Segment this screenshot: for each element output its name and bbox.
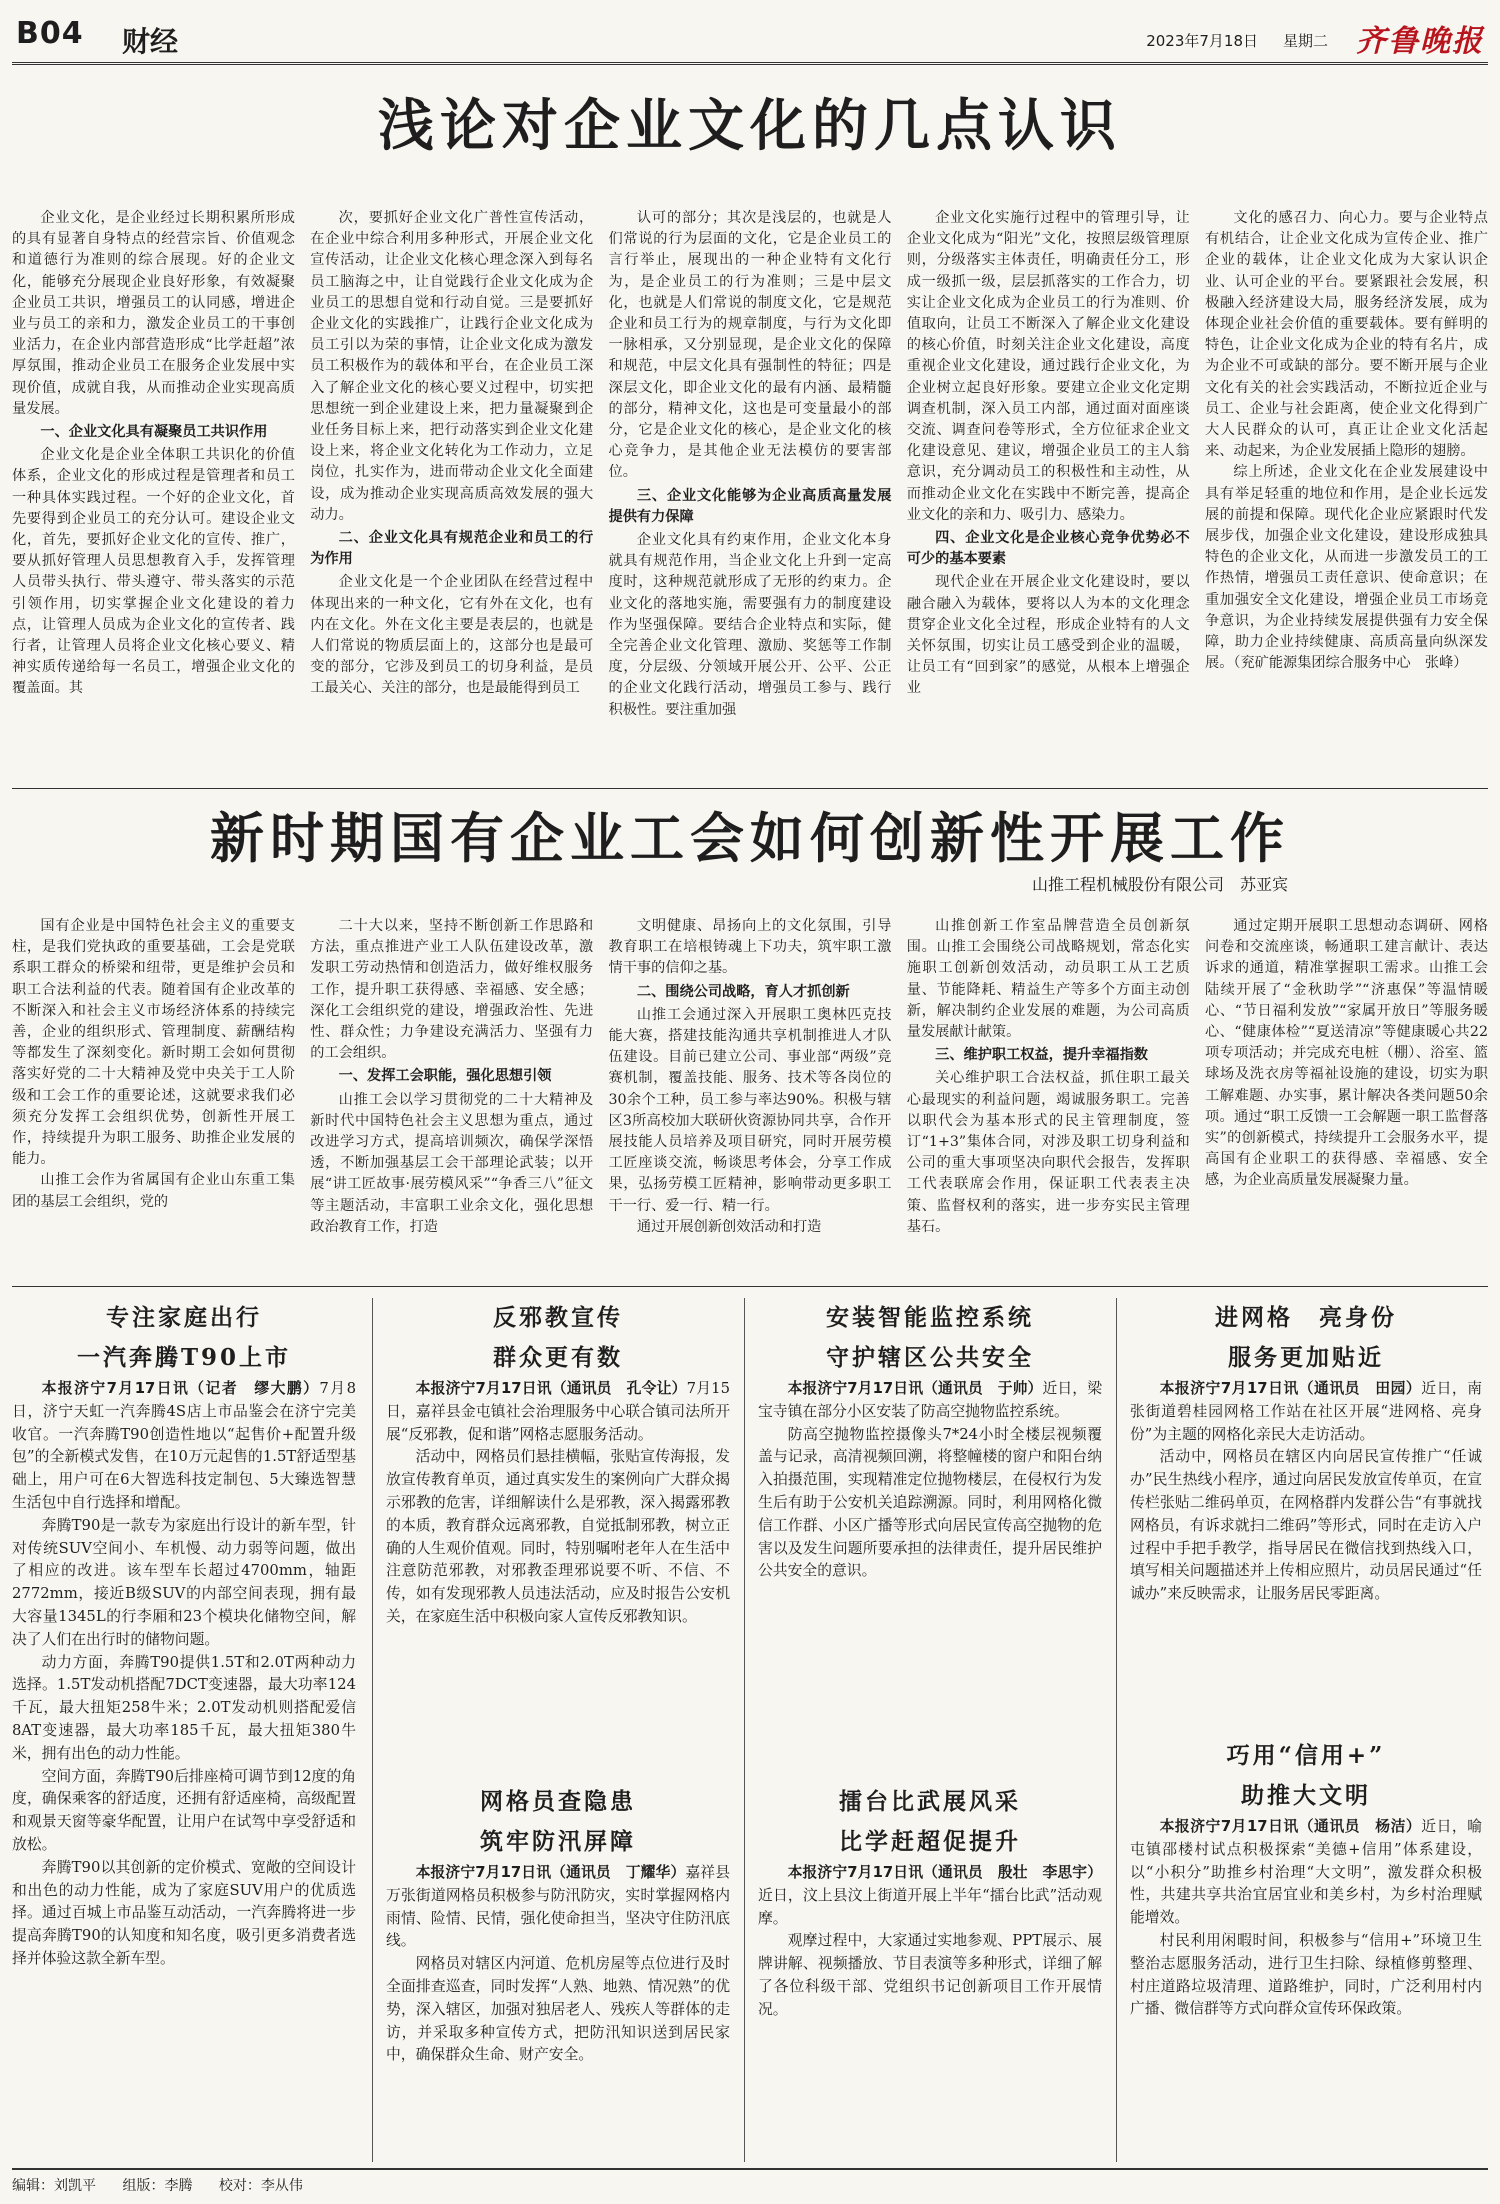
story-text: 近日，喻屯镇邵楼村试点积极探索“美德+信用”体系建设，以“小积分”助推乡村治理“大文明”，激发群众积极性，共建共享共治宜居宜业和美乡村，为乡村治理赋能增效。 xyxy=(1130,1818,1482,1927)
paragraph: 山推工会以学习贯彻党的二十大精神及新时代中国特色社会主义思想为重点，通过改进学习方式，提高培训频次，确保学深悟透，不断加强基层工会干部理论武装；以开展“讲工匠故事·展劳模风采”“争香三八”征文等主题活动，丰富职工业余文化，强化思想政治教育工作，打造 xyxy=(310,1091,594,1235)
issue-weekday: 星期二 xyxy=(1282,32,1328,50)
story-paragraph xyxy=(12,1515,356,1652)
paragraph: 文化的感召力、向心力。要与企业特点有机结合，让企业文化成为宣传企业、推广企业的载体，让企业文化成为大家认识企业、认可企业的平台。要紧跟社会发展，积极融入经济建设大局，服务经济发展，成为体现企业社会价值的重要载体。要有鲜明的特色，让企业文化成为企业的特有名片，成为企业不可或缺的部分。要不断开展与企业文化有关的社会实践活动，不断拉近企业与员工、企业与社会距离，使企业文化得到广大人民群众的认可，真正让企业文化活起来、动起来，为企业发展插上隐形的翅膀。 xyxy=(1205,210,1488,460)
story-text: 网格员对辖区内河道、危机房屋等点位进行及时全面排查巡查，同时发挥“人熟、地熟、情况熟”的优势，深入辖区，加强对独居老人、残疾人等群体的走访，并采取多种宣传方式，把防汛知识送到居民家中，确保群众生命、财产安全。 xyxy=(386,1955,730,2064)
story-dateline: 本报济宁7月17日讯（通讯员 杨洁） xyxy=(1159,1818,1422,1835)
section-heading: 三、维护职工权益，提升幸福指数 xyxy=(935,1047,1148,1064)
layout-credit: 组版：李腾 xyxy=(122,2178,193,2194)
story-dateline: 本报济宁7月17日讯（通讯员 于帅） xyxy=(787,1380,1043,1397)
story-title-line: 群众更有数 xyxy=(493,1344,623,1371)
section-heading: 一、企业文化具有凝聚员工共识作用 xyxy=(40,424,268,441)
article1-column xyxy=(1205,208,1488,784)
section-heading: 一、发挥工会职能，强化思想引领 xyxy=(338,1068,552,1085)
story-title-line: 网格员查隐患 xyxy=(480,1788,636,1815)
story-title-line: 反邪教宣传 xyxy=(493,1304,623,1331)
story-body xyxy=(1130,1816,1482,2021)
story-title-line: 比学赶超促提升 xyxy=(839,1828,1021,1855)
story-title-line: 筑牢防汛屏障 xyxy=(480,1828,636,1855)
news-story xyxy=(1130,1736,1482,2160)
story-title-line: 专注家庭出行 xyxy=(106,1304,262,1331)
paragraph: 通过开展创新创效活动和打造 xyxy=(636,1218,822,1235)
column-divider xyxy=(372,1298,373,2162)
story-text: 奔腾T90以其创新的定价模式、宽敞的空间设计和出色的动力性能，成为了家庭SUV用户的优质选择。通过百城上市品鉴互动活动，一汽奔腾将进一步提高奔腾T90的认知度和知名度，吸引更多消费者选择并体验这款全新车型。 xyxy=(12,1858,356,1967)
column-divider xyxy=(744,1298,745,2162)
story-body xyxy=(386,1862,730,2067)
story-text: 防高空抛物监控摄像头7*24小时全楼层视频覆盖与记录，高清视频回溯，将整幢楼的窗户和阳台纳入拍摄范围，实现精准定位抛物楼层，在侵权行为发生后有助于公安机关追踪溯源。同时，利用网格化微信工作群、小区广播等形式向居民宣传高空抛物的危害以及发生问题所要承担的法律责任，提升居民维护公共安全的意识。 xyxy=(758,1425,1102,1580)
story-title-line: 擂台比武展风采 xyxy=(839,1788,1021,1815)
story-text: 村民利用闲暇时间，积极参与“信用+”环境卫生整治志愿服务活动，进行卫生扫除、绿植修剪整理、村庄道路垃圾清理、道路维护，同时，广泛利用村内广播、微信群等方式向群众宣传环保政策。 xyxy=(1130,1931,1482,2018)
news-story xyxy=(12,1298,356,2158)
story-text: 近日，梁宝寺镇在部分小区安装了防高空抛物监控系统。 xyxy=(758,1380,1102,1420)
paragraph: 认可的部分；其次是浅层的，也就是人们常说的行为层面的文化，它是企业员工的言行举止，展现出的一种企业特有文化行为，是企业员工的行为准则；三是中层文化，也就是人们常说的制度文化，它是规范企业和员工行为的规章制度，与行为文化即一脉相承，又分别显现，是企业文化的保障和规范，中层文化具有强制性的特征；四是深层文化，即企业文化的最有内涵、最精髓的部分，精神文化，这也是可变量最小的部分，它是企业文化的核心，是企业文化的核心竞争力，是其他企业无法模仿的要害部位。 xyxy=(608,210,892,481)
news-story xyxy=(386,1298,730,1778)
article1-column xyxy=(907,208,1190,784)
news-story xyxy=(386,1782,730,2162)
editor-credit: 编辑：刘凯平 xyxy=(12,2178,96,2194)
paragraph: 山推工会作为省属国有企业山东重工集团的基层工会组织，党的 xyxy=(12,1172,295,1210)
story-text: 嘉祥县万张街道网格员积极参与防汛防灾，实时掌握网格内雨情、险情、民情，强化使命担当，坚决守住防汛底线。 xyxy=(386,1864,730,1950)
story-paragraph xyxy=(758,1424,1102,1584)
story-paragraph xyxy=(1130,1930,1482,2021)
news-story xyxy=(758,1298,1102,1778)
paragraph: 企业文化是企业全体职工共识化的价值体系，企业文化的形成过程是管理者和员工一种具体实践过程。一个好的企业文化，首先要得到企业员工的充分认可。建设企业文化，首先，要抓好企业文化的宣传、推广，要从抓好管理人员思想教育入手，发挥管理人员带头执行、带头遵守、带头落实的示范引领作用，切实掌握企业文化建设的着力点，让管理人员成为企业文化的宣传者、践行者，让管理人员将企业文化核心要义、精神实质传递给每一名员工，增强企业文化的覆盖面。其 xyxy=(12,447,295,697)
story-title xyxy=(386,1782,730,1862)
story-title-line: 一汽奔腾T90上市 xyxy=(76,1344,292,1371)
news-column-1 xyxy=(12,1298,356,2162)
story-text: 近日，汶上县汶上街道开展上半年“擂台比武”活动观摩。 xyxy=(758,1886,1102,1927)
section-name: 财经 xyxy=(122,25,179,58)
story-paragraph xyxy=(386,1446,730,1628)
story-title xyxy=(386,1298,730,1378)
story-text: 奔腾T90是一款专为家庭出行设计的新车型，针对传统SUV空间小、车机慢、动力弱等问题，做出了相应的改进。该车型车长超过4700mm，轴距2772mm，接近B级SUV的内部空间表现，拥有最大容量1345L的行李厢和23个模块化储物空间，解决了人们在出行时的储物问题。 xyxy=(12,1516,356,1648)
news-column-4 xyxy=(1130,1298,1482,2160)
story-text: 活动中，网格员们悬挂横幅，张贴宣传海报，发放宣传教育单页，通过真实发生的案例向广大群众揭示邪教的危害，详细解读什么是邪教，深入揭露邪教的本质，教育群众远离邪教，自觉抵制邪教，树立正确的人生观价值观。同时，特别嘱咐老年人在生活中注意防范邪教，对邪教歪理邪说要不听、不信、不传，如有发现邪教人员违法活动，应及时报告公安机关，在家庭生活中积极向家人宣传反邪教知识。 xyxy=(386,1448,730,1625)
news-column-2 xyxy=(386,1298,730,2162)
article2-column xyxy=(12,916,295,1274)
article2-column xyxy=(1205,916,1488,1274)
newspaper-page xyxy=(12,10,1488,2194)
story-paragraph xyxy=(12,1652,356,1766)
story-text: 7月8日，济宁天虹一汽奔腾4S店上市品鉴会在济宁完美收官。一汽奔腾T90创造性地以“起售价+配置升级包”的全新模式发售，在10万元起售的1.5T舒适型基础上，用户可在6大智选科技定制包、5大臻选智慧生活包中自行选择和增配。 xyxy=(12,1380,356,1511)
news-story xyxy=(758,1782,1102,2162)
story-paragraph xyxy=(1130,1446,1482,1606)
story-paragraph xyxy=(386,1862,730,1953)
article2-byline: 山推工程机械股份有限公司 苏亚宾 xyxy=(1031,875,1288,894)
story-title xyxy=(758,1782,1102,1862)
article2-title: 新时期国有企业工会如何创新性开展工作 xyxy=(210,806,1290,870)
story-paragraph xyxy=(758,1862,1102,1930)
paragraph: 企业文化，是企业经过长期积累所形成的具有显著自身特点的经营宗旨、价值观念和道德行为准则的综合展现。好的企业文化，能够充分展现企业良好形象，有效凝聚企业员工共识，增强员工的认同感，增进企业与员工的亲和力，激发企业员工的干事创业活力，在企业内部营造形成“比学赶超”浓厚氛围，推动企业员工在服务企业发展中实现价值，成就自我，从而推动企业实现高质量发展。 xyxy=(12,210,295,417)
divider xyxy=(12,1286,1488,1287)
story-dateline: 本报济宁7月17日讯（记者 缪大鹏） xyxy=(41,1380,320,1397)
story-dateline: 本报济宁7月17日讯（通讯员 丁耀华） xyxy=(415,1864,686,1881)
article1-body xyxy=(12,208,1488,784)
story-title xyxy=(1130,1736,1482,1816)
story-dateline: 本报济宁7月17日讯（通讯员 孔令让） xyxy=(415,1380,687,1397)
paragraph: 综上所述，企业文化在企业发展建设中具有举足轻重的地位和作用，是企业长远发展的前提和保障。现代化企业应紧跟时代发展步伐，加强企业文化建设，建设形成独具特色的企业文化，从而进一步激发员工的工作热情，增强员工责任意识、使命意识；在重加强安全文化建设，增强企业员工市场竞争意识，为企业持续发展提供强有力安全保障，助力企业持续健康、高质高量向纵深发展。（兖矿能源集团综合服务中心 张峰） xyxy=(1205,464,1488,672)
story-title-line: 安装智能监控系统 xyxy=(826,1304,1034,1331)
divider xyxy=(12,788,1488,789)
proof-credit: 校对：李从伟 xyxy=(218,2178,303,2194)
article2-body xyxy=(12,916,1488,1274)
paragraph: 现代企业在开展企业文化建设时，要以融合融入为载体，要将以人为本的文化理念贯穿企业文化全过程，形成企业特有的人文关怀氛围，切实让员工感受到企业的温暖，让员工有“回到家”的感觉，从根本上增强企业 xyxy=(906,574,1190,697)
story-paragraph xyxy=(1130,1378,1482,1446)
story-paragraph xyxy=(758,1378,1102,1424)
masthead xyxy=(12,10,1488,65)
story-body xyxy=(758,1862,1102,2022)
article2-column xyxy=(310,916,593,1274)
story-paragraph xyxy=(386,1953,730,2067)
story-body xyxy=(12,1378,356,1971)
story-title-line: 巧用“信用+” xyxy=(1226,1742,1386,1769)
story-paragraph xyxy=(12,1766,356,1857)
story-text: 动力方面，奔腾T90提供1.5T和2.0T两种动力选择。1.5T发动机搭配7DCT变速器，最大功率124千瓦，最大扭矩258牛米；2.0T发动机则搭配爱信8AT变速器，最大功率185千瓦，最大扭矩380牛米，拥有出色的动力性能。 xyxy=(12,1653,356,1762)
paragraph: 山推创新工作室品牌营造全员创新氛围。山推工会围绕公司战略规划，常态化实施职工创新创效活动，动员职工从工艺质量、节能降耗、精益生产等多个方面主动创新，解决制约企业发展的难题，为公司高质量发展献计献策。 xyxy=(906,918,1190,1041)
story-text: 7月15日，嘉祥县金屯镇社会治理服务中心联合镇司法所开展“反邪教，促和谐”网格志愿服务活动。 xyxy=(386,1380,730,1443)
story-title-line: 进网格 亮身份 xyxy=(1215,1304,1397,1331)
article1-title: 浅论对企业文化的几点认识 xyxy=(378,93,1122,159)
story-text: 空间方面，奔腾T90后排座椅可调节到12度的角度，确保乘客的舒适度，还拥有舒适座椅，高级配置和观景天窗等豪华配置，让用户在试驾中享受舒适和放松。 xyxy=(12,1767,356,1853)
story-body xyxy=(758,1378,1102,1583)
story-title-line: 助推大文明 xyxy=(1241,1782,1371,1809)
story-dateline: 本报济宁7月17日讯（通讯员 田园） xyxy=(1159,1380,1422,1397)
article2-column xyxy=(907,916,1190,1274)
column-divider xyxy=(1116,1298,1117,2162)
story-paragraph xyxy=(386,1378,730,1446)
story-body xyxy=(1130,1378,1482,1606)
story-text: 活动中，网格员在辖区内向居民宣传推广“任诚办”民生热线小程序，通过向居民发放宣传单页，在宣传栏张贴二维码单页，在网格群内发群公告“有事就找网格员，有诉求就扫二维码”等形式，同时在走访入户过程中手把手教学，指导居民在微信找到热线入口，填写相关问题描述并上传相应照片，动员居民通过“任诚办”来反映需求，让服务居民零距离。 xyxy=(1130,1448,1482,1603)
paragraph: 关心维护职工合法权益，抓住职工最关心最现实的利益问题，竭诚服务职工。完善以职代会为基本形式的民主管理制度，签订“1+3”集体合同，对涉及职工切身利益和公司的重大事项坚决向职代会报告，发挥职工代表联席会作用，保证职工代表表主决策、监督权利的落实，进一步夯实民主管理基石。 xyxy=(906,1070,1190,1235)
story-dateline: 本报济宁7月17日讯（通讯员 殷壮 李思宇） xyxy=(787,1864,1102,1881)
story-paragraph xyxy=(12,1378,356,1515)
newspaper-logo: 齐鲁晚报 xyxy=(1356,24,1484,59)
paragraph: 文明健康、昂扬向上的文化氛围，引导教育职工在培根铸魂上下功夫，筑牢职工激情干事的信仰之基。 xyxy=(608,918,892,977)
paragraph: 企业文化具有约束作用，企业文化本身就具有规范作用，当企业文化上升到一定高度时，这种规范就形成了无形的约束力。企业文化的落地实施，需要强有力的制度建设作为坚强保障。要结合企业特点和实际，健全完善企业文化管理、激励、奖惩等工作制度，分层级、分领域开展公开、公平、公正的企业文化践行活动，增强员工参与、践行积极性。要注重加强 xyxy=(608,532,892,718)
paragraph: 国有企业是中国特色社会主义的重要支柱，是我们党执政的重要基础，工会是党联系职工群众的桥梁和纽带，更是维护会员和职工合法利益的代表。随着国有企业改革的不断深入和社会主义市场经济体系的持续完善，企业的组织形式、管理制度、薪酬结构等都发生了深刻变化。新时期工会如何贯彻落实好党的二十大精神及党中央关于工人阶级和工会工作的重要论述，这就要求我们必须充分发挥工会组织优势，创新性开展工作，持续提升为职工服务、助推企业发展的能力。 xyxy=(12,918,295,1168)
news-story xyxy=(1130,1298,1482,1732)
paragraph: 通过定期开展职工思想动态调研、网格问卷和交流座谈，畅通职工建言献计、表达诉求的通道，精准掌握职工需求。山推工会陆续开展了“金秋助学”“济惠保”等温情暖心、“节日福利发放”“家属开放日”等服务暖心、“健康体检”“夏送清凉”等健康暖心共22项专项活动；并完成充电桩（棚）、浴室、篮球场及洗衣房等福祉设施的建设，切实为职工解难题、办实事，累计解决各类问题50余项。通过“职工反馈一工会解题一职工监督落实”的创新模式，持续提升工会服务水平，提高国有企业职工的获得感、幸福感、安全感，为企业高质量发展凝聚力量。 xyxy=(1205,918,1488,1189)
article1-column xyxy=(609,208,892,784)
paragraph: 山推工会通过深入开展职工奥林匹克技能大赛，搭建技能沟通共享机制推进人才队伍建设。目前已建立公司、事业部“两级”竞赛机制，覆盖技能、服务、技术等各岗位的30余个工种，员工参与率达90%。积极与辖区3所高校加大联研伙资源协同共享，合作开展技能人员培养及项目研究，同时开展劳模工匠座谈交流，畅谈思考体会，分享工作成果，弘扬劳模工匠精神，影响带动更多职工干一行、爱一行、精一行。 xyxy=(608,1006,892,1214)
page-footer xyxy=(12,2168,1488,2195)
issue-date: 2023年7月18日 xyxy=(1146,32,1258,50)
paragraph: 次，要抓好企业文化广普性宣传活动，在企业中综合利用多种形式，开展企业文化宣传活动，让企业文化核心理念深入到每名员工脑海之中，让自觉践行企业文化成为企业员工的思想自觉和行动自觉。三是要抓好企业文化的实践推广，让践行企业文化成为员工引以为荣的事情，让企业文化成为激发员工积极作为的载体和平台，在企业员工深入了解企业文化的核心要义过程中，切实把思想统一到企业建设上来，把力量凝聚到企业任务目标上来，把行动落实到企业文化建设上来，将企业文化转化为工作动力，立足岗位，扎实作为，进而带动企业文化全面建设，成为推动企业实现高质高效发展的强大动力。 xyxy=(310,210,594,523)
news-column-3 xyxy=(758,1298,1102,2162)
paragraph: 企业文化是一个企业团队在经营过程中体现出来的一种文化，它有外在文化，也有内在文化。外在文化主要是表层的，也就是人们常说的物质层面上的，这部分也是最可变的部分，它涉及到员工的切身利益，是员工最关心、关注的部分，也是最能得到员工 xyxy=(310,574,594,697)
article1-column xyxy=(12,208,295,784)
section-heading: 二、围绕公司战略，育人才抓创新 xyxy=(636,983,850,1000)
story-title xyxy=(12,1298,356,1378)
story-text: 近日，南张街道碧桂园网格工作站在社区开展“进网格、亮身份”为主题的网格化亲民大走访活动。 xyxy=(1130,1380,1482,1443)
story-title-line: 服务更加贴近 xyxy=(1228,1344,1384,1371)
story-title xyxy=(1130,1298,1482,1378)
paragraph: 企业文化实施行过程中的管理引导，让企业文化成为“阳光”文化，按照层级管理原则，分级落实主体责任，明确责任分工，形成一级抓一级，层层抓落实的工作合力，切实让企业文化成为企业员工的行为准则、价值取向，让员工不断深入了解企业文化建设的核心价值，时刻关注企业文化建设，高度重视企业文化建设，通过践行企业文化，为企业树立起良好形象。要建立企业文化定期调查机制，深入员工内部，通过面对面座谈交流、调查问卷等形式，全方位征求企业文化建设意见、建议，增强企业员工的主人翁意识，充分调动员工的积极性和主动性，从而推动企业文化在实践中不断完善，提高企业文化的亲和力、吸引力、感染力。 xyxy=(906,210,1190,523)
story-title xyxy=(758,1298,1102,1378)
section-heading: 三、企业文化能够为企业高质高量发展提供有力保障 xyxy=(608,487,892,525)
section-heading: 四、企业文化是企业核心竞争优势必不可少的基本要素 xyxy=(906,530,1190,568)
article1-column xyxy=(310,208,593,784)
section-heading: 二、企业文化具有规范企业和员工的行为作用 xyxy=(310,530,594,568)
story-paragraph xyxy=(12,1857,356,1971)
article2-column xyxy=(609,916,892,1274)
story-paragraph xyxy=(1130,1816,1482,1930)
story-text: 观摩过程中，大家通过实地参观、PPT展示、展牌讲解、视频播放、节目表演等多种形式，详细了解了各位科级干部、党组织书记创新项目工作开展情况。 xyxy=(758,1932,1102,2018)
story-body xyxy=(386,1378,730,1629)
story-title-line: 守护辖区公共安全 xyxy=(826,1344,1034,1371)
paragraph: 二十大以来，坚持不断创新工作思路和方法，重点推进产业工人队伍建设改革，激发职工劳动热情和创造活力，做好维权服务工作，提升职工获得感、幸福感、安全感；深化工会组织党的建设，增强政治性、先进性、群众性；力争建设充满活力、坚强有力的工会组织。 xyxy=(310,918,594,1062)
page-number: B04 xyxy=(16,16,84,51)
story-paragraph xyxy=(758,1930,1102,2021)
